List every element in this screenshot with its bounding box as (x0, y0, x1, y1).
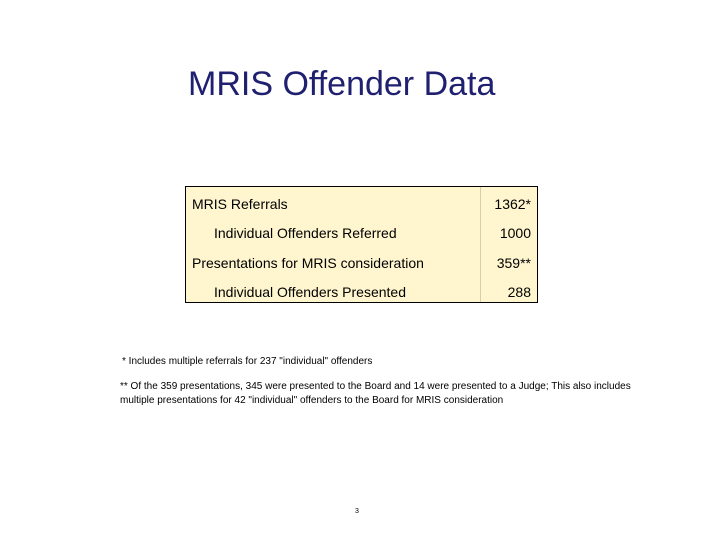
slide-title: MRIS Offender Data (188, 65, 496, 103)
table-row-mris-referrals (186, 190, 537, 219)
table-row-individual-offenders-referred (186, 219, 537, 248)
row-label: Individual Offenders Presented (214, 284, 406, 300)
page-number: 3 (355, 508, 359, 515)
table-row-individual-offenders-presented (186, 278, 537, 307)
row-label: MRIS Referrals (192, 196, 288, 212)
footnote-presentations: ** Of the 359 presentations, 345 were presented to the Board and 14 were presented to a Judge; This also includes multiple presentations for 42 "individual" offenders to the Board for MRIS consideration (120, 381, 631, 406)
row-value: 288 (507, 284, 531, 300)
offender-data-table (185, 186, 538, 303)
table-row-presentations (186, 249, 537, 278)
footnote-referrals: * Includes multiple referrals for 237 "individual" offenders (122, 356, 373, 367)
row-value: 359** (496, 255, 531, 271)
row-label: Presentations for MRIS consideration (192, 255, 424, 271)
row-label: Individual Offenders Referred (214, 225, 397, 241)
row-value: 1000 (499, 225, 531, 241)
row-value: 1362* (494, 196, 531, 212)
